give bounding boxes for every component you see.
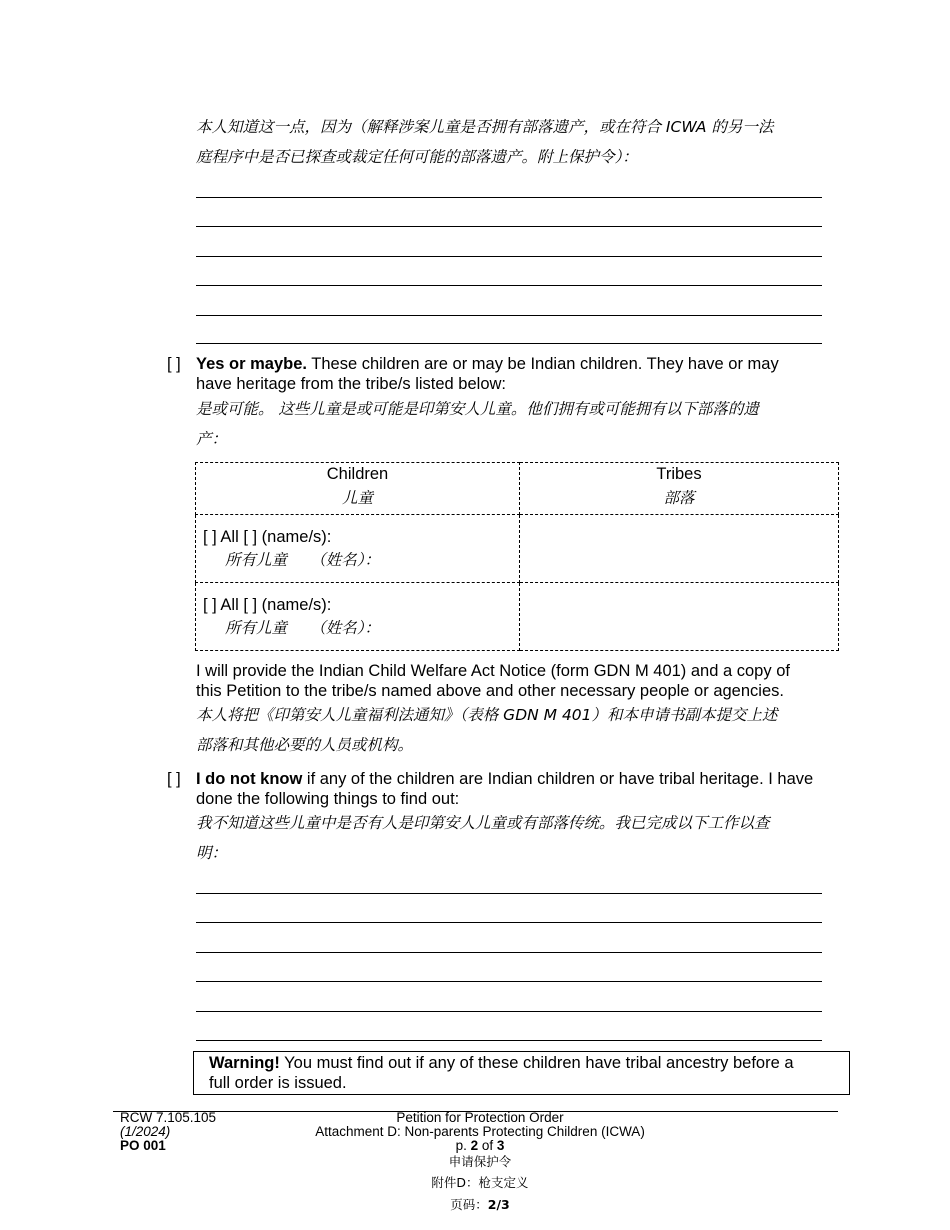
- tribes-cell[interactable]: [520, 583, 839, 651]
- dont-know-option-line2: done the following things to find out:: [196, 790, 460, 808]
- answer-line[interactable]: [196, 226, 822, 227]
- children-cell-en: [ ] All [ ] (name/s):: [203, 528, 332, 546]
- answer-line[interactable]: [196, 1040, 822, 1041]
- footer-zh-title: 申请保护令: [448, 1154, 512, 1169]
- notice-zh-line1: 本人将把《印第安人儿童福利法通知》（表格 GDN M 401）和本申请书副本提交上述: [196, 706, 778, 724]
- footer-title: Petition for Protection Order: [396, 1110, 564, 1125]
- notice-line2: this Petition to the tribe/s named above and other necessary people or agencies.: [196, 682, 784, 700]
- tribes-header: [520, 463, 839, 515]
- yes-option-line1: These children are or may be Indian children. They have or may: [306, 355, 779, 373]
- children-cell-zh: 所有儿童 （姓名）：: [225, 551, 381, 569]
- children-cell[interactable]: [196, 583, 520, 651]
- tribes-cell[interactable]: [520, 515, 839, 583]
- footer-page-num: 2: [470, 1138, 479, 1153]
- footer-rcw: RCW 7.105.105: [120, 1110, 217, 1125]
- answer-line[interactable]: [196, 285, 822, 286]
- dont-know-option-zh-line2: 明：: [196, 844, 228, 862]
- answer-line[interactable]: [196, 1011, 822, 1012]
- dont-know-checkbox[interactable]: [ ]: [167, 770, 181, 788]
- notice-zh-line2: 部落和其他必要的人员或机构。: [196, 736, 414, 754]
- footer-date: (1/2024): [120, 1124, 171, 1139]
- warning-bold: Warning!: [209, 1054, 280, 1072]
- dont-know-option-zh-line1: 我不知道这些儿童中是否有人是印第安人儿童或有部落传统。我已完成以下工作以查: [196, 814, 770, 832]
- yes-checkbox[interactable]: [ ]: [167, 355, 181, 373]
- answer-line[interactable]: [196, 343, 822, 344]
- tribes-header-zh: 部落: [663, 489, 695, 507]
- intro-zh-line2: 庭程序中是否已探查或裁定任何可能的部落遗产。附上保护令）：: [196, 148, 638, 166]
- footer-page: [280, 1139, 680, 1153]
- intro-zh-line1: 本人知道这一点，因为（解释涉案儿童是否拥有部落遗产，或在符合 ICWA 的另一法: [196, 118, 774, 136]
- children-header: [196, 463, 520, 515]
- dont-know-option-bold: I do not know: [196, 770, 303, 788]
- answer-line[interactable]: [196, 922, 822, 923]
- children-cell[interactable]: [196, 515, 520, 583]
- footer-zh-page: [280, 1198, 680, 1212]
- answer-line[interactable]: [196, 315, 822, 316]
- yes-option-text: [196, 354, 779, 374]
- answer-line[interactable]: [196, 197, 822, 198]
- footer-page-total: 3: [496, 1138, 505, 1153]
- yes-option-line2: have heritage from the tribe/s listed below:: [196, 375, 506, 393]
- footer-zh-page-value: 2/3: [487, 1197, 510, 1212]
- answer-line[interactable]: [196, 981, 822, 982]
- children-header-en: Children: [326, 465, 389, 483]
- table-row: [196, 583, 839, 651]
- footer-zh-attachment: 附件D：枪支定义: [431, 1175, 529, 1190]
- children-tribes-table: [195, 462, 839, 651]
- yes-option-bold: Yes or maybe.: [196, 355, 307, 373]
- yes-option-zh-line1: 是或可能。 这些儿童是或可能是印第安人儿童。他们拥有或可能拥有以下部落的遗: [196, 400, 759, 418]
- warning-line1: You must find out if any of these children have tribal ancestry before a: [279, 1054, 794, 1072]
- children-cell-en: [ ] All [ ] (name/s):: [203, 596, 332, 614]
- warning-line2: full order is issued.: [209, 1074, 347, 1092]
- footer-page-prefix: p.: [455, 1138, 471, 1153]
- dont-know-option-line1: if any of the children are Indian children or have tribal heritage. I have: [302, 770, 814, 788]
- footer-page-of: of: [478, 1138, 497, 1153]
- answer-line[interactable]: [196, 952, 822, 953]
- tribes-header-en: Tribes: [656, 465, 702, 483]
- notice-line1: I will provide the Indian Child Welfare Act Notice (form GDN M 401) and a copy of: [196, 662, 790, 680]
- answer-line[interactable]: [196, 256, 822, 257]
- table-row: [196, 515, 839, 583]
- footer-form-number: PO 001: [120, 1138, 166, 1153]
- yes-option-zh-line2: 产：: [196, 430, 228, 448]
- footer-zh-page-prefix: 页码：: [450, 1197, 488, 1212]
- dont-know-option-text: [196, 769, 813, 789]
- warning-box: [193, 1051, 850, 1095]
- footer-subtitle: Attachment D: Non-parents Protecting Children (ICWA): [315, 1124, 645, 1139]
- answer-line[interactable]: [196, 893, 822, 894]
- children-cell-zh: 所有儿童 （姓名）：: [225, 619, 381, 637]
- children-header-zh: 儿童: [341, 489, 373, 507]
